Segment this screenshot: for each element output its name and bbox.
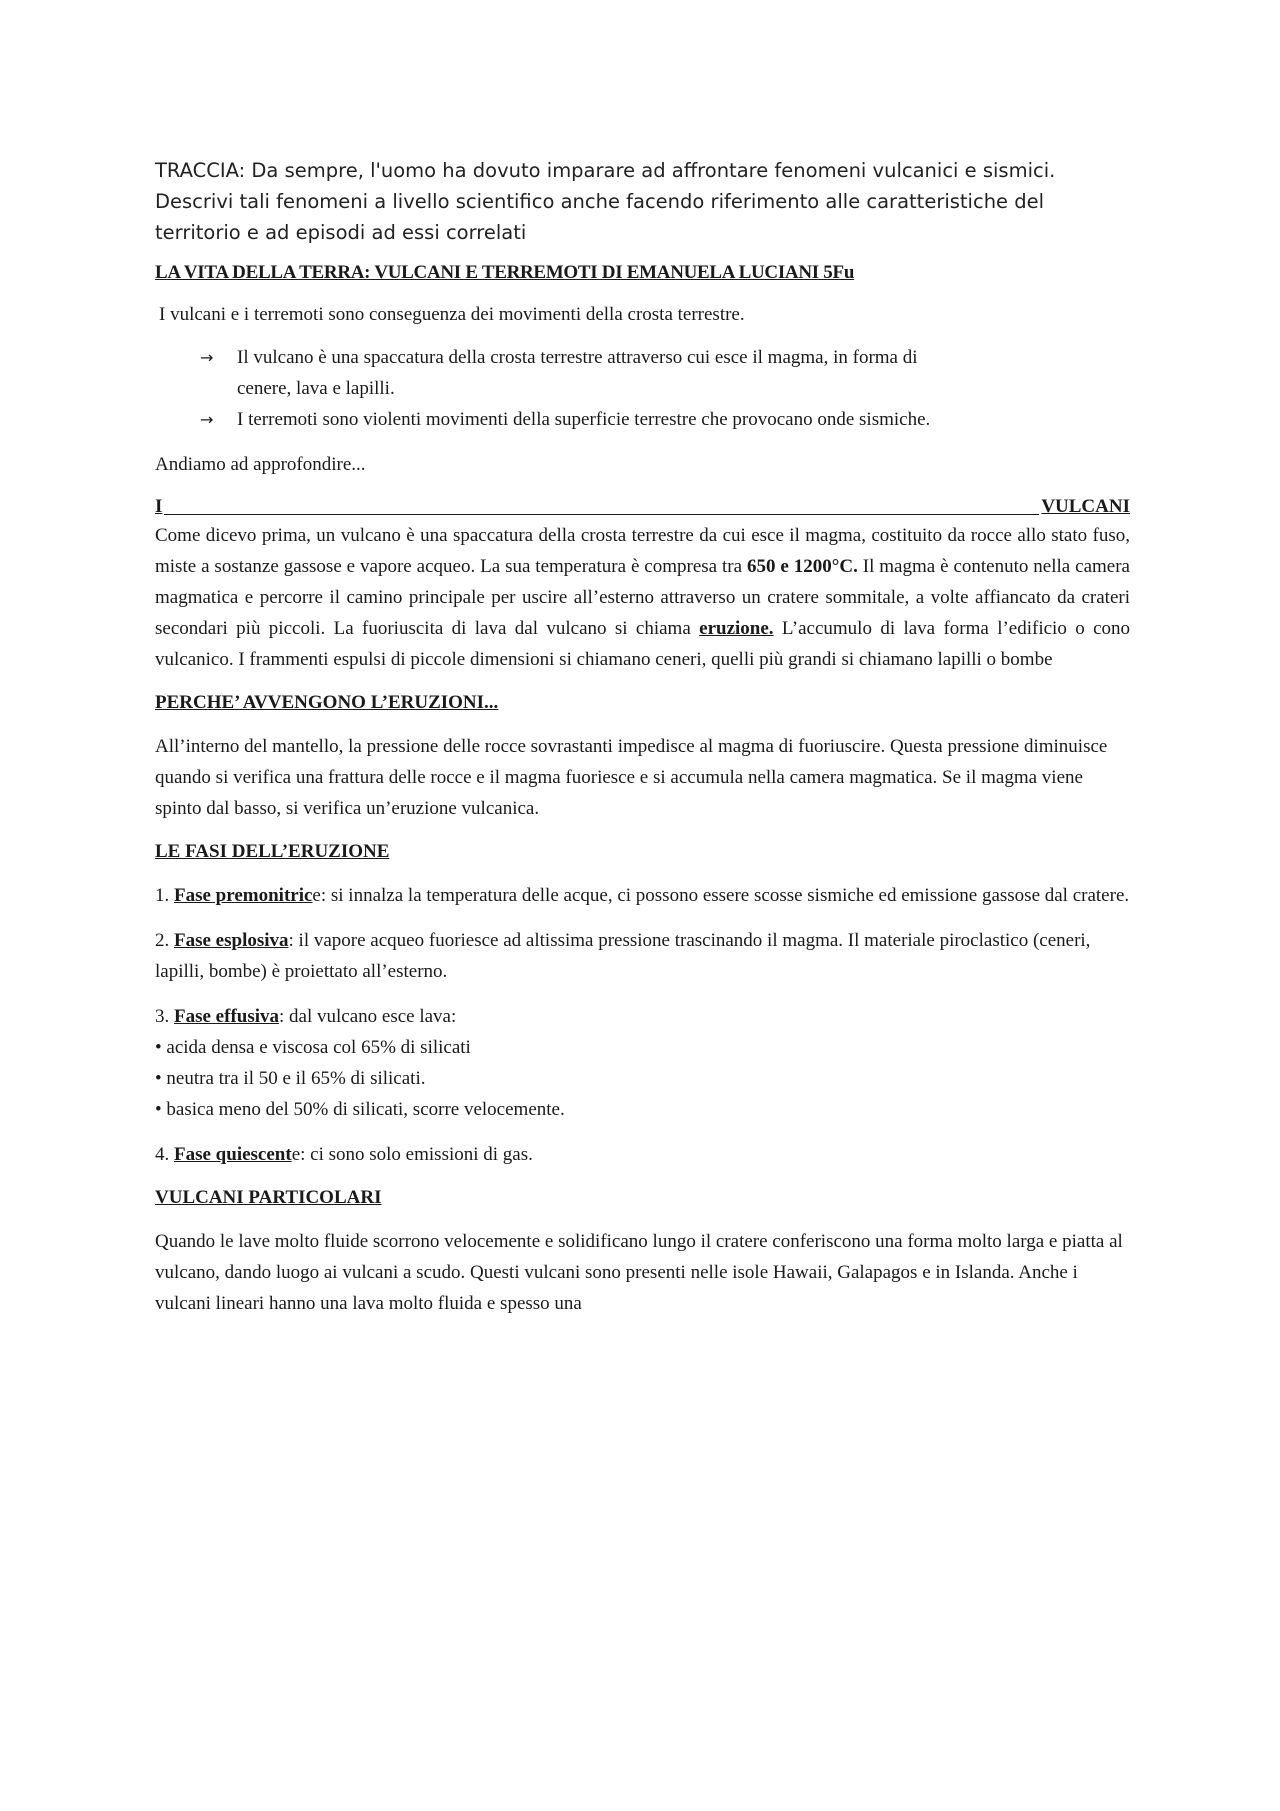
section-heading-particolari: VULCANI PARTICOLARI xyxy=(155,1187,382,1208)
fase-number: 3. xyxy=(155,1006,174,1027)
assignment-line: Descrivi tali fenomeni a livello scientifico anche facendo riferimento alle caratteristiche del xyxy=(155,190,1045,213)
paragraph-text: L’accumulo di lava forma l’edificio o cono vulcanico. I frammenti espulsi di piccole dimensioni si chiamano ceneri, quelli più grandi si chiamano lapilli o bombe xyxy=(155,618,1130,670)
list-item xyxy=(200,404,1130,435)
fase-premonitrice xyxy=(155,880,1130,911)
fase-effusiva xyxy=(155,1001,1130,1125)
fase-number: 4. xyxy=(155,1144,174,1165)
fase-quiescente xyxy=(155,1139,1130,1170)
vulcani-paragraph xyxy=(155,520,1130,675)
lava-type-item: • basica meno del 50% di silicati, scorre velocemente. xyxy=(155,1099,565,1120)
arrow-icon: → xyxy=(200,348,214,367)
lava-type-item: • neutra tra il 50 e il 65% di silicati. xyxy=(155,1068,426,1089)
list-item-text: I terremoti sono violenti movimenti della superficie terrestre che provocano onde sismiche. xyxy=(237,409,931,430)
transition-text: Andiamo ad approfondire... xyxy=(155,454,366,475)
list-item xyxy=(200,342,1130,404)
fase-name: Fase effusiva xyxy=(174,1006,280,1027)
fase-name: Fase quiescent xyxy=(174,1144,292,1165)
heading-underline xyxy=(164,494,1039,515)
list-item-text: cenere, lava e lapilli. xyxy=(237,378,395,399)
document-content xyxy=(155,155,1130,1333)
fase-esplosiva xyxy=(155,925,1130,987)
section-heading-fasi: LE FASI DELL’ERUZIONE xyxy=(155,841,390,862)
arrow-icon: → xyxy=(200,410,214,429)
fase-description: : dal vulcano esce lava: xyxy=(279,1006,457,1027)
section-heading-vulcani xyxy=(155,494,1130,520)
list-item-text: Il vulcano è una spaccatura della crosta terrestre attraverso cui esce il magma, in forma di xyxy=(237,347,918,368)
lava-type-item: • acida densa e viscosa col 65% di silicati xyxy=(155,1037,471,1058)
temperature-value: 650 e 1200°C. xyxy=(746,556,858,577)
section-heading-left: I xyxy=(155,496,163,517)
fase-number: 2. xyxy=(155,930,174,951)
assignment-line: territorio e ad episodi ad essi correlati xyxy=(155,221,527,244)
section-heading-right: VULCANI xyxy=(1041,496,1130,517)
fase-name: Fase premonitric xyxy=(174,885,313,906)
fase-description: e: si innalza la temperatura delle acque, ci possono essere scosse sismiche ed emissione gassose dal cratere. xyxy=(312,885,1130,906)
document-title: LA VITA DELLA TERRA: VULCANI E TERREMOTI DI EMANUELA LUCIANI 5Fu xyxy=(155,262,855,283)
fase-description: e: ci sono solo emissioni di gas. xyxy=(291,1144,533,1165)
particolari-paragraph: Quando le lave molto fluide scorrono velocemente e solidificano lungo il cratere conferiscono una forma molto larga e piatta al vulcano, dando luogo ai vulcani a scudo. Questi vulcani sono presenti nelle isole Hawaii, Galapagos e in Islanda. Anche i vulcani lineari hanno una lava molto fluida e spesso una xyxy=(155,1231,1123,1314)
fase-number: 1. xyxy=(155,885,174,906)
assignment-prompt xyxy=(155,155,1130,248)
assignment-line: TRACCIA: Da sempre, l'uomo ha dovuto imparare ad affrontare fenomeni vulcanici e sismici. xyxy=(155,159,1056,182)
fase-description: : il vapore acqueo fuoriesce ad altissima pressione trascinando il magma. Il materiale piroclastico (ceneri, lapilli, bombe) è proiettato all’esterno. xyxy=(155,930,1091,982)
arrow-list xyxy=(200,342,1130,435)
intro-paragraph: I vulcani e i terremoti sono conseguenza dei movimenti della crosta terrestre. xyxy=(159,304,745,325)
paragraph-text: Come dicevo prima, un vulcano è una spaccatura della crosta terrestre da cui esce il magma, costituito da rocce allo stato fuso, miste a sostanze gassose e vapore acqueo. La sua temperatura è compresa tra xyxy=(155,525,1130,577)
perche-paragraph: All’interno del mantello, la pressione delle rocce sovrastanti impedisce al magma di fuoriuscire. Questa pressione diminuisce quando si verifica una frattura delle rocce e il magma fuoriesce e si accumula nella camera magmatica. Se il magma viene spinto dal basso, si verifica un’eruzione vulcanica. xyxy=(155,736,1108,819)
eruzione-term: eruzione. xyxy=(699,618,774,639)
section-heading-perche: PERCHE’ AVVENGONO L’ERUZIONI... xyxy=(155,692,499,713)
paragraph-text: Il magma è contenuto nella camera magmatica e percorre il camino principale per uscire all’esterno attraverso un cratere sommitale, a volte affiancato da crateri secondari più piccoli. La fuoriuscita di lava dal vulcano si chiama xyxy=(155,556,1130,639)
fase-name: Fase esplosiva xyxy=(174,930,289,951)
